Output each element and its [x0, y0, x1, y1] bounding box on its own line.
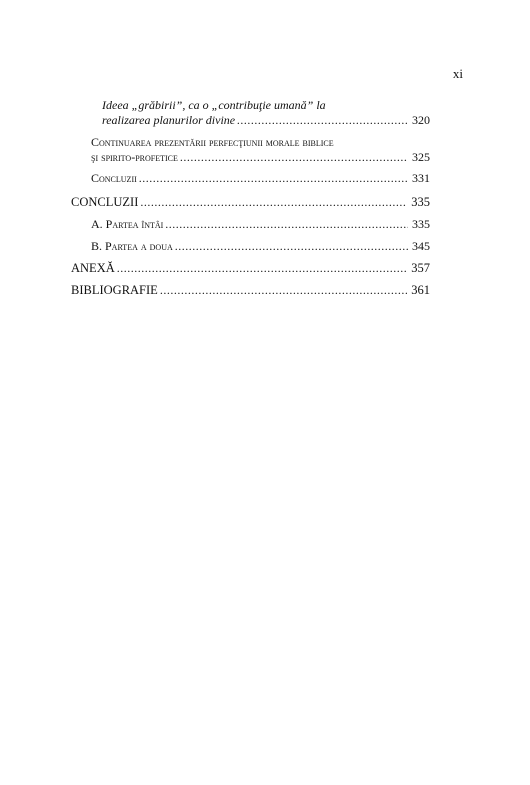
toc-page-number: 325: [412, 150, 430, 164]
toc-page-number: 357: [411, 261, 430, 275]
toc-entry-title: A. Partea întâi: [91, 217, 164, 231]
toc-page-number: 361: [411, 283, 430, 297]
toc-entry-title: B. Partea a doua: [91, 239, 173, 253]
toc-entry-title-line-1: Ideea „grăbirii”, ca o „contribuţie umană” la: [102, 98, 326, 112]
dot-leader: [180, 150, 408, 165]
toc-entry-title: ANEXĂ: [71, 261, 115, 275]
dot-leader: [160, 283, 407, 298]
toc-entry-concluzii-sub: [71, 171, 430, 186]
page-number: xi: [452, 66, 463, 81]
dot-leader: [165, 217, 408, 232]
toc-entry-anexa: [71, 261, 430, 276]
dot-leader: [140, 195, 407, 210]
toc-entry-concluzii: [71, 195, 430, 210]
dot-leader: [237, 113, 408, 128]
toc-entry-title-line-2: şi spirito-profetice: [91, 150, 178, 164]
table-of-contents: [71, 98, 430, 298]
toc-page-number: 320: [412, 113, 430, 127]
toc-page-number: 335: [411, 195, 430, 209]
toc-entry-title: BIBLIOGRAFIE: [71, 283, 158, 297]
toc-entry-continuarea: [71, 135, 430, 165]
toc-entry-ideea-grabirii: [71, 98, 430, 128]
toc-entry-bibliografie: [71, 283, 430, 298]
toc-page-number: 331: [412, 171, 430, 185]
toc-entry-title-line-2: realizarea planurilor divine: [102, 113, 236, 127]
toc-entry-title: Concluzii: [91, 171, 137, 185]
dot-leader: [175, 239, 408, 254]
toc-page-number: 345: [412, 239, 430, 253]
dot-leader: [117, 261, 408, 276]
toc-entry-title: CONCLUZII: [71, 195, 139, 209]
toc-page-number: 335: [412, 217, 430, 231]
dot-leader: [139, 171, 408, 186]
toc-entry-title-line-1: Continuarea prezentării perfecţiunii morale biblice: [91, 135, 334, 149]
toc-entry-partea-a-doua: [71, 239, 430, 254]
toc-entry-partea-intai: [71, 217, 430, 232]
